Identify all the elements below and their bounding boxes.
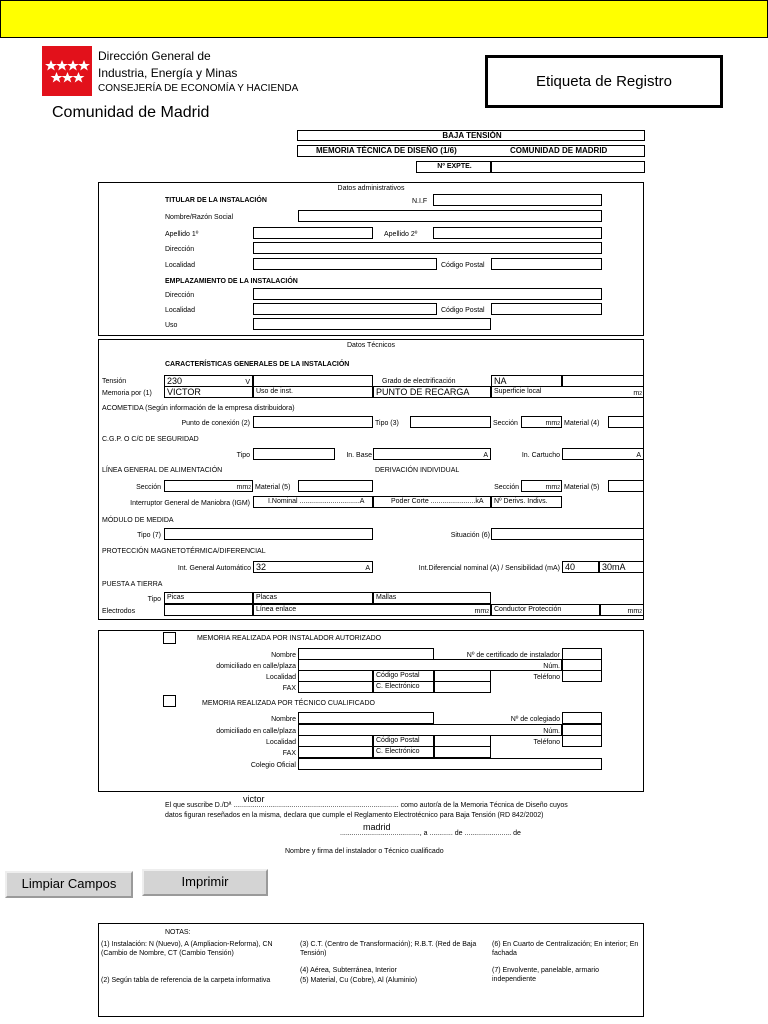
intgen-value: 32 <box>256 562 267 572</box>
deriv-seccion-label: Sección <box>494 484 519 491</box>
electrodos-input[interactable] <box>164 604 253 616</box>
declaration-line-1: El que suscribe D./Dª ..................................................................................... como autor/a de la Memoria Técnica de Diseño cuyos <box>165 802 568 809</box>
material4-label: Material (4) <box>564 420 600 427</box>
note-1: (1) Instalación: N (Nuevo), A (Ampliacion-Reforma), CN (Cambio de Nombre, CT (Cambio Tensión) <box>101 941 273 957</box>
empl-cp-input[interactable] <box>491 303 602 315</box>
aut-fax-label: FAX <box>282 685 296 692</box>
aut-telefono-input[interactable] <box>562 670 602 682</box>
cual-domicilio-label: domiciliado en calle/plaza <box>216 728 296 735</box>
linea-enlace-unit-mm: mm <box>474 608 487 615</box>
tension-value: 230 <box>167 376 183 386</box>
superficie-unit-sup: 2 <box>639 391 642 397</box>
igm-label: Interruptor General de Maniobra (IGM) <box>130 500 250 507</box>
apellido1-label: Apellido 1º <box>165 231 199 238</box>
deriv-seccion-unit-sup: 2 <box>557 485 560 491</box>
aut-cp-label: Código Postal <box>376 672 420 679</box>
picas-input[interactable] <box>164 592 253 604</box>
direccion-input[interactable] <box>253 242 602 254</box>
placas-text: Placas <box>256 594 278 601</box>
conductor-unit-mm: mm <box>627 608 640 615</box>
cual-cp-label: Código Postal <box>376 737 420 744</box>
org-line-2: Industria, Energía y Minas <box>98 66 238 80</box>
aut-email-cell[interactable] <box>373 681 434 693</box>
linea-enlace-unit-sup: 2 <box>486 609 489 615</box>
aut-nombre-label: Nombre <box>271 652 296 659</box>
declaration-firma: Nombre y firma del instalador o Técnico cualificado <box>285 848 444 855</box>
aut-domicilio-label: domiciliado en calle/plaza <box>216 663 296 670</box>
lga-material-input[interactable] <box>298 480 373 492</box>
empl-direccion-input[interactable] <box>253 288 602 300</box>
declaration-name-value[interactable]: victor <box>243 794 265 804</box>
aut-fax-input[interactable] <box>298 681 373 693</box>
mallas-input[interactable] <box>373 592 491 604</box>
superficie-label: Superficie local <box>494 388 542 395</box>
uso-inst-cell[interactable] <box>253 386 373 398</box>
autorizado-checkbox[interactable] <box>163 632 176 644</box>
lga-seccion-unit-mm: mm <box>236 484 249 491</box>
acom-seccion-label: Sección <box>493 420 518 427</box>
community-name: Comunidad de Madrid <box>52 104 210 121</box>
emplazamiento-heading: EMPLAZAMIENTO DE LA INSTALACIÓN <box>165 278 298 285</box>
apellido2-input[interactable] <box>433 227 602 239</box>
limpiar-campos-button[interactable]: Limpiar Campos <box>5 871 133 898</box>
lga-seccion-unit-sup: 2 <box>248 485 251 491</box>
nif-input[interactable] <box>433 194 602 206</box>
incartucho-input[interactable] <box>562 448 644 460</box>
declaration-place-value[interactable]: madrid <box>363 822 391 832</box>
acom-seccion-unit-sup: 2 <box>557 421 560 427</box>
empl-cp-label: Código Postal <box>441 307 485 314</box>
cual-email-cell[interactable] <box>373 746 434 758</box>
caract-heading: CARACTERÍSTICAS GENERALES DE LA INSTALACIÓN <box>165 361 350 368</box>
tension-unit: V <box>245 379 250 386</box>
aut-localidad-label: Localidad <box>266 674 296 681</box>
memoria-por-input[interactable] <box>164 386 253 398</box>
cual-fax-label: FAX <box>282 750 296 757</box>
uso-label: Uso <box>165 322 178 329</box>
igm-nominal-text: I.Nominal ...............................A <box>268 498 365 505</box>
deriv-seccion-input[interactable] <box>521 480 562 492</box>
cual-nombre-input[interactable] <box>298 712 434 724</box>
tipo3-input[interactable] <box>410 416 491 428</box>
modulo-tipo-input[interactable] <box>164 528 373 540</box>
localidad-label: Localidad <box>165 262 195 269</box>
empl-localidad-label: Localidad <box>165 307 195 314</box>
nderivs-label: Nº Derivs. Indivs. <box>494 498 548 505</box>
title-baja-tension <box>297 130 645 141</box>
empl-localidad-input[interactable] <box>253 303 437 315</box>
colegio-input[interactable] <box>298 758 602 770</box>
acom-seccion-unit <box>546 419 560 428</box>
deriv-seccion-unit-mm: mm <box>545 484 558 491</box>
aut-email-label: C. Electrónico <box>376 683 420 690</box>
material4-input[interactable] <box>608 416 644 428</box>
note-4: (4) Aérea, Subterránea, Interior <box>300 967 397 974</box>
grado-value: NA <box>494 376 507 386</box>
note-2: (2) Según tabla de referencia de la carpeta informativa <box>101 977 271 984</box>
tipo3-label: Tipo (3) <box>375 420 399 427</box>
title-memoria-text: MEMORIA TÉCNICA DE DISEÑO (1/6) <box>316 146 457 155</box>
title-baja-tension-text: BAJA TENSIÓN <box>442 131 502 140</box>
empl-direccion-label: Dirección <box>165 292 195 299</box>
incartucho-unit: A <box>636 452 641 459</box>
cual-ncolegiado-input[interactable] <box>562 712 602 724</box>
linea-enlace-text: Línea enlace <box>256 606 297 613</box>
localidad-input[interactable] <box>253 258 437 270</box>
modulo-heading: MÓDULO DE MEDIDA <box>102 517 174 524</box>
expte-input[interactable] <box>491 161 645 173</box>
memoria-por-value: VICTOR <box>167 387 201 397</box>
linea-enlace-input[interactable] <box>253 604 491 616</box>
aut-telefono-label: Teléfono <box>533 674 560 681</box>
uso-inst-value: PUNTO DE RECARGA <box>376 387 470 397</box>
top-banner <box>0 0 768 38</box>
cual-ncolegiado-label: Nº de colegiado <box>510 716 560 723</box>
declaration-place-line: ........................................., a ............ de ........................ de <box>340 830 521 837</box>
incartucho-label: In. Cartucho <box>521 452 560 459</box>
sensibilidad-value: 30mA <box>602 562 626 572</box>
cp-input[interactable] <box>491 258 602 270</box>
conductor-unit <box>628 607 642 616</box>
cual-telefono-input[interactable] <box>562 735 602 747</box>
admin-title: Datos administrativos <box>337 185 405 192</box>
punto-label: Punto de conexión (2) <box>181 420 250 427</box>
expte-label <box>416 161 491 173</box>
nif-label: N.I.F <box>412 198 428 205</box>
title-comunidad-text: COMUNIDAD DE MADRID <box>510 146 608 155</box>
intgen-unit: A <box>365 565 370 572</box>
puesta-heading: PUESTA A TIERRA <box>102 581 163 588</box>
declaration-line-2: datos figuran reseñados en la misma, declara que cumple el Reglamento Electrotécnico para Baja Tensión (RD 842/2002) <box>165 812 544 819</box>
direccion-label: Dirección <box>165 246 195 253</box>
nderivs-cell[interactable] <box>491 496 562 508</box>
imprimir-button[interactable]: Imprimir <box>142 869 268 896</box>
conductor-unit-sup: 2 <box>639 609 642 615</box>
cual-localidad-label: Localidad <box>266 739 296 746</box>
cgp-heading: C.G.P. O C/C DE SEGURIDAD <box>102 436 199 443</box>
tech-title: Datos Técnicos <box>346 342 396 349</box>
deriv-material-label: Material (5) <box>564 484 600 491</box>
situacion-input[interactable] <box>491 528 644 540</box>
cgp-tipo-label: Tipo <box>236 452 250 459</box>
superficie-cell[interactable] <box>491 386 644 398</box>
lga-seccion-unit <box>237 483 251 492</box>
nombre-input[interactable] <box>298 210 602 222</box>
situacion-label: Situación (6) <box>450 532 490 539</box>
conductor-label: Conductor Protección <box>494 606 562 613</box>
inbase-unit: A <box>483 452 488 459</box>
cual-email-label: C. Electrónico <box>376 748 420 755</box>
grado-label: Grado de electrificación <box>382 378 456 385</box>
cual-telefono-label: Teléfono <box>533 739 560 746</box>
lga-seccion-input[interactable] <box>164 480 253 492</box>
aut-ncert-label: Nº de certificado de instalador <box>466 652 560 659</box>
note-7: (7) Envolvente, panelable, armario independiente <box>492 967 600 983</box>
expte-label-text: Nº EXPTE. <box>437 163 472 170</box>
punto-input[interactable] <box>253 416 373 428</box>
madrid-flag-icon <box>42 46 92 96</box>
aut-num-label: Núm. <box>543 663 560 670</box>
picas-text: Picas <box>167 594 185 601</box>
placas-input[interactable] <box>253 592 373 604</box>
uso-inst-input[interactable] <box>373 386 491 398</box>
proteccion-heading: PROTECCIÓN MAGNETOTÉRMICA/DIFERENCIAL <box>102 548 266 555</box>
aut-email-input[interactable] <box>434 681 491 693</box>
mallas-text: Mallas <box>376 594 397 601</box>
apellido1-input[interactable] <box>253 227 373 239</box>
note-5: (5) Material, Cu (Cobre), Al (Aluminio) <box>300 977 418 984</box>
igm-poder-input[interactable] <box>373 496 491 508</box>
deriv-seccion-unit <box>546 483 560 492</box>
acom-seccion-input[interactable] <box>521 416 562 428</box>
notes-title: NOTAS: <box>165 929 191 936</box>
uso-inst-label: Uso de inst. <box>256 388 293 395</box>
cual-email-input[interactable] <box>434 746 491 758</box>
apellido2-label: Apellido 2º <box>384 231 418 238</box>
registration-label-text: Etiqueta de Registro <box>536 73 672 90</box>
sensibilidad-input[interactable] <box>599 561 644 573</box>
superficie-unit-m: m <box>633 390 640 397</box>
cualificado-checkbox[interactable] <box>163 695 176 707</box>
cual-nombre-label: Nombre <box>271 716 296 723</box>
tension-label: Tensión <box>102 378 127 385</box>
acom-seccion-unit-mm: mm <box>545 420 558 427</box>
inbase-input[interactable] <box>373 448 491 460</box>
acometida-heading: ACOMETIDA (Según información de la empresa distribuidora) <box>102 405 295 412</box>
title-memoria <box>297 145 645 157</box>
titular-heading: TITULAR DE LA INSTALACIÓN <box>165 197 267 204</box>
superficie-unit <box>633 389 642 398</box>
lga-seccion-label: Sección <box>136 484 161 491</box>
nombre-label: Nombre/Razón Social <box>165 214 234 221</box>
deriv-heading: DERIVACIÓN INDIVIDUAL <box>375 467 460 474</box>
deriv-material-input[interactable] <box>608 480 644 492</box>
uso-input[interactable] <box>253 318 491 330</box>
igm-poder-text: Poder Corte .......................kA <box>391 498 484 505</box>
cualificado-heading: MEMORIA REALIZADA POR TÉCNICO CUALIFICADO <box>202 700 375 707</box>
autorizado-heading: MEMORIA REALIZADA POR INSTALADOR AUTORIZADO <box>197 635 382 642</box>
igm-nominal-input[interactable] <box>253 496 373 508</box>
modulo-tipo-label: Tipo (7) <box>137 532 161 539</box>
cp-label: Código Postal <box>441 262 485 269</box>
org-line-1: Dirección General de <box>98 49 211 63</box>
note-6: (6) En Cuarto de Centralización; En interior; En fachada <box>492 941 639 957</box>
lga-heading: LÍNEA GENERAL DE ALIMENTACIÓN <box>102 467 223 474</box>
inbase-label: In. Base <box>346 452 372 459</box>
intdif-label: Int.Diferencial nominal (A) / Sensibilidad (mA) <box>418 565 560 572</box>
intgen-input[interactable] <box>253 561 373 573</box>
linea-enlace-unit <box>475 607 489 616</box>
note-3: (3) C.T. (Centro de Transformación); R.B.T. (Red de Baja Tensión) <box>300 941 477 957</box>
conductor-input[interactable] <box>600 604 644 616</box>
electrodos-label: Electrodos <box>102 608 136 615</box>
intdif-input[interactable] <box>562 561 599 573</box>
conductor-cell[interactable] <box>491 604 600 616</box>
org-line-3: CONSEJERÍA DE ECONOMÍA Y HACIENDA <box>98 83 299 94</box>
puesta-tipo-label: Tipo <box>147 596 161 603</box>
intgen-label: Int. General Automático <box>177 565 251 572</box>
memoria-por-label: Memoria por (1) <box>102 390 152 397</box>
lga-material-label: Material (5) <box>255 484 291 491</box>
intdif-value: 40 <box>565 562 576 572</box>
colegio-label: Colegio Oficial <box>250 762 296 769</box>
cual-num-label: Núm. <box>543 728 560 735</box>
cual-fax-input[interactable] <box>298 746 373 758</box>
